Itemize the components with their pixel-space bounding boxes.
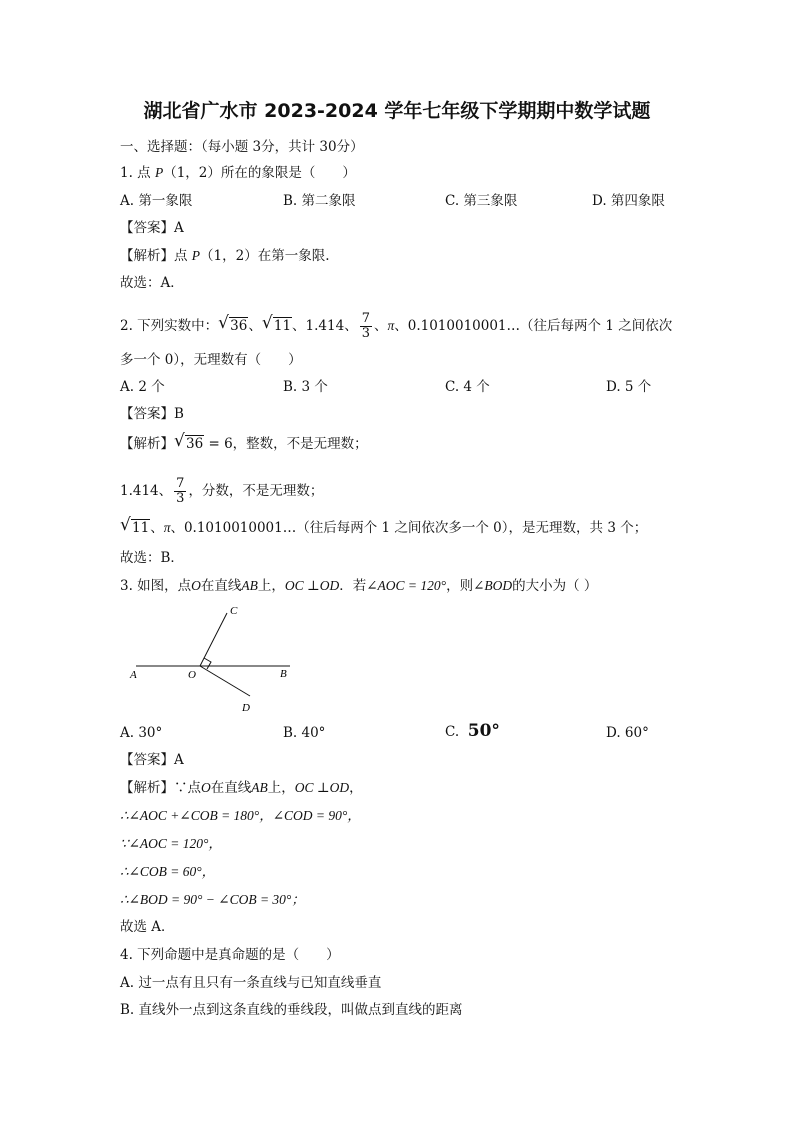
label-b: B: [280, 668, 287, 680]
sqrt-11: √ 11: [263, 317, 292, 335]
q3-choose: 故选 A．: [120, 919, 175, 935]
label-d: D: [242, 702, 250, 714]
q3-analysis-1: 【解析】∵点O在直线AB上，OC ⊥OD，: [120, 780, 363, 796]
q1-option-c: C. 第三象限: [445, 193, 518, 209]
q2-stem-line2: 多一个 0），无理数有（ ）: [120, 352, 302, 368]
q3-analysis-5: ∴∠BOD = 90° − ∠COB = 30°；: [120, 892, 305, 907]
q3-answer: 【答案】A: [120, 752, 184, 768]
q3-analysis-4: ∴∠COB = 60°，: [120, 864, 216, 879]
q2-analysis-1: 【解析】√ 36 = 6，整数，不是无理数；: [120, 435, 368, 453]
q3-stem: 3. 如图，点O在直线AB上，OC ⊥OD．若∠AOC = 120°，则∠BOD的大小为（ ）: [120, 578, 598, 594]
q3-analysis-3: ∵∠AOC = 120°，: [120, 836, 222, 851]
right-angle-mark: [204, 658, 211, 669]
q3-angle-figure: [120, 598, 310, 720]
q2-analysis-3: √ 11、π、0.1010010001…（往后每两个 1 之间依次多一个 0），是无理数，共 3 个；: [120, 519, 647, 537]
q1-choose: 故选：A．: [120, 275, 184, 291]
q3-option-c: C. 50°: [445, 721, 500, 741]
sqrt-36: √ 36: [219, 317, 248, 335]
label-o: O: [188, 669, 196, 681]
q2-option-d: D. 5 个: [606, 379, 652, 395]
q2-analysis-2: 1.414、 $\frac{7}{3}$ ，分数，不是无理数；: [120, 476, 324, 506]
q2-answer: 【答案】B: [120, 406, 184, 422]
q3-analysis-2: ∴∠AOC +∠COB = 180°，∠COD = 90°，: [120, 808, 361, 823]
q1-option-b: B. 第二象限: [283, 193, 356, 209]
q3-option-a: A. 30°: [120, 725, 163, 741]
section-heading: 一、选择题：（每小题 3分，共计 30分）: [120, 139, 364, 155]
q1-analysis: 【解析】点 P（1，2）在第一象限.: [120, 248, 330, 264]
page-title: 湖北省广水市 2023-2024 学年七年级下学期期中数学试题: [143, 100, 651, 122]
q1-option-d: D. 第四象限: [592, 193, 665, 209]
fraction-7-3: $\frac{7}{3}$: [361, 311, 370, 341]
q2-option-c: C. 4 个: [445, 379, 490, 395]
label-a: A: [130, 669, 137, 681]
q2-stem-line1: 2. 下列实数中：√ 36、√ 11、1.414、 $\frac{7}{3}$ 、π、0.1010010001…（往后每两个 1 之间依次: [120, 312, 672, 341]
q2-choose: 故选：B．: [120, 550, 184, 566]
q2-option-b: B. 3 个: [283, 379, 328, 395]
q2-option-a: A. 2 个: [120, 379, 165, 395]
ray-od: [200, 666, 250, 696]
label-c: C: [230, 605, 238, 617]
q4-option-b: B. 直线外一点到这条直线的垂线段，叫做点到直线的距离: [120, 1002, 463, 1018]
q4-stem: 4. 下列命题中是真命题的是（ ）: [120, 947, 340, 963]
q1-stem: 1. 点 P（1，2）所在的象限是（ ）: [120, 165, 356, 181]
q3-option-d: D. 60°: [606, 725, 649, 741]
q1-option-a: A. 第一象限: [120, 193, 193, 209]
q4-option-a: A. 过一点有且只有一条直线与已知直线垂直: [120, 975, 382, 991]
q3-option-b: B. 40°: [283, 725, 326, 741]
q1-answer: 【答案】A: [120, 220, 184, 236]
